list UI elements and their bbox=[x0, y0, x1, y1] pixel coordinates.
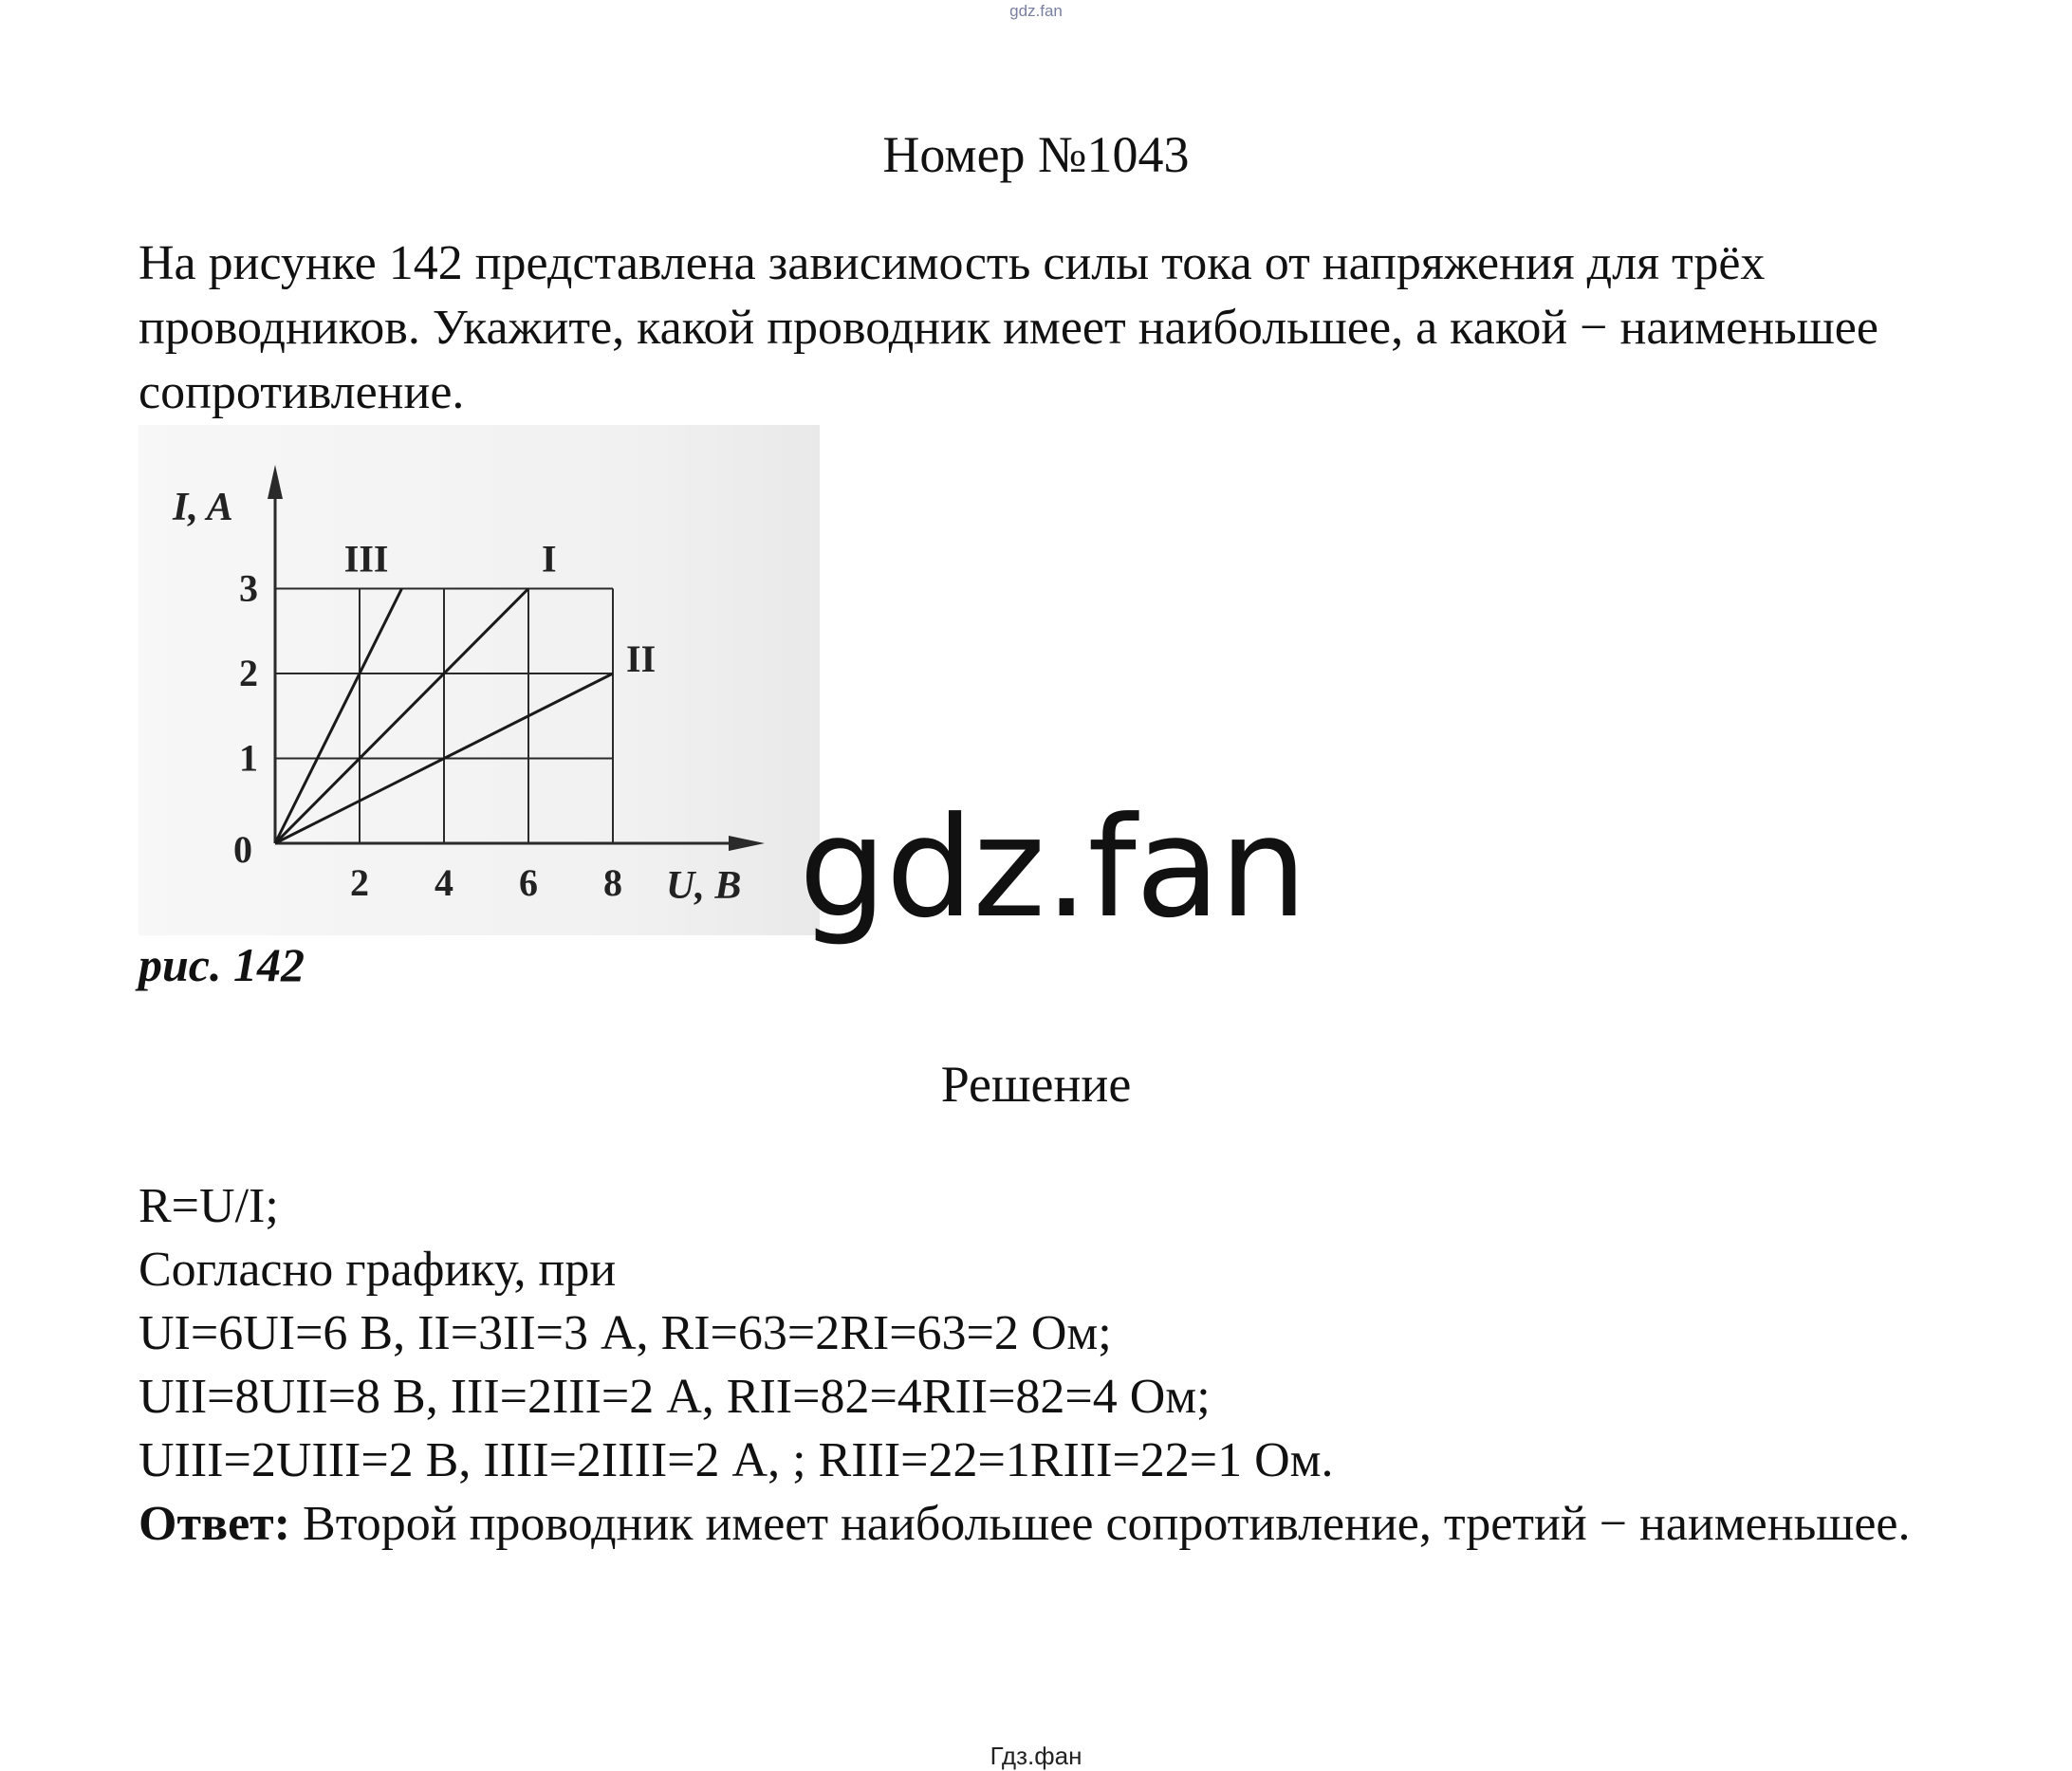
y-tick-label: 1 bbox=[239, 736, 258, 780]
solution-line: UIII=2UIII=2 В, IIII=2IIII=2 А, ; RIII=22=1RIII=22=1 Ом. bbox=[139, 1433, 1334, 1487]
solution-line: R=U/I; bbox=[139, 1179, 279, 1233]
x-tick-label: 4 bbox=[435, 861, 453, 904]
origin-label: 0 bbox=[233, 828, 252, 871]
y-tick-label: 3 bbox=[239, 566, 258, 610]
x-tick-label: 2 bbox=[350, 861, 369, 904]
site-mark-bottom: Гдз.фан bbox=[990, 1742, 1082, 1770]
x-tick-label: 8 bbox=[603, 861, 622, 904]
figure-caption: рис. 142 bbox=[139, 938, 305, 991]
iv-chart bbox=[139, 425, 820, 935]
solution-line: UII=8UII=8 В, III=2III=2 А, RII=82=4RII=82=4 Ом; bbox=[139, 1370, 1211, 1424]
task-text: На рисунке 142 представлена зависимость силы тока от напряжения для трёх проводников. Укажите, какой проводник имеет наибольшее, а какой − наименьшее сопротивление. bbox=[139, 236, 1878, 419]
site-mark-top: gdz.fan bbox=[1009, 2, 1063, 20]
answer-label: Ответ: bbox=[139, 1497, 291, 1551]
solution-heading: Решение bbox=[940, 1056, 1132, 1113]
answer-text: Второй проводник имеет наибольшее сопротивление, третий − наименьшее. bbox=[290, 1497, 1911, 1551]
solution-line: Согласно графику, при bbox=[139, 1243, 617, 1297]
y-tick-label: 2 bbox=[239, 652, 258, 694]
answer bbox=[139, 1492, 2017, 1556]
watermark-logo: gdz.fan bbox=[799, 787, 1306, 949]
series-label-i: I bbox=[542, 537, 557, 581]
solution-body bbox=[139, 1174, 2017, 1556]
page-title: Номер №1043 bbox=[882, 126, 1190, 183]
series-label-iii: III bbox=[343, 537, 389, 581]
series-label-ii: II bbox=[626, 637, 657, 680]
figure-142 bbox=[139, 425, 820, 935]
x-axis-label: U, B bbox=[666, 864, 742, 908]
solution-line: UI=6UI=6 В, II=3II=3 А, RI=63=2RI=63=2 Ом; bbox=[139, 1306, 1112, 1360]
y-axis-label: I, A bbox=[173, 486, 233, 529]
x-tick-label: 6 bbox=[519, 861, 538, 904]
